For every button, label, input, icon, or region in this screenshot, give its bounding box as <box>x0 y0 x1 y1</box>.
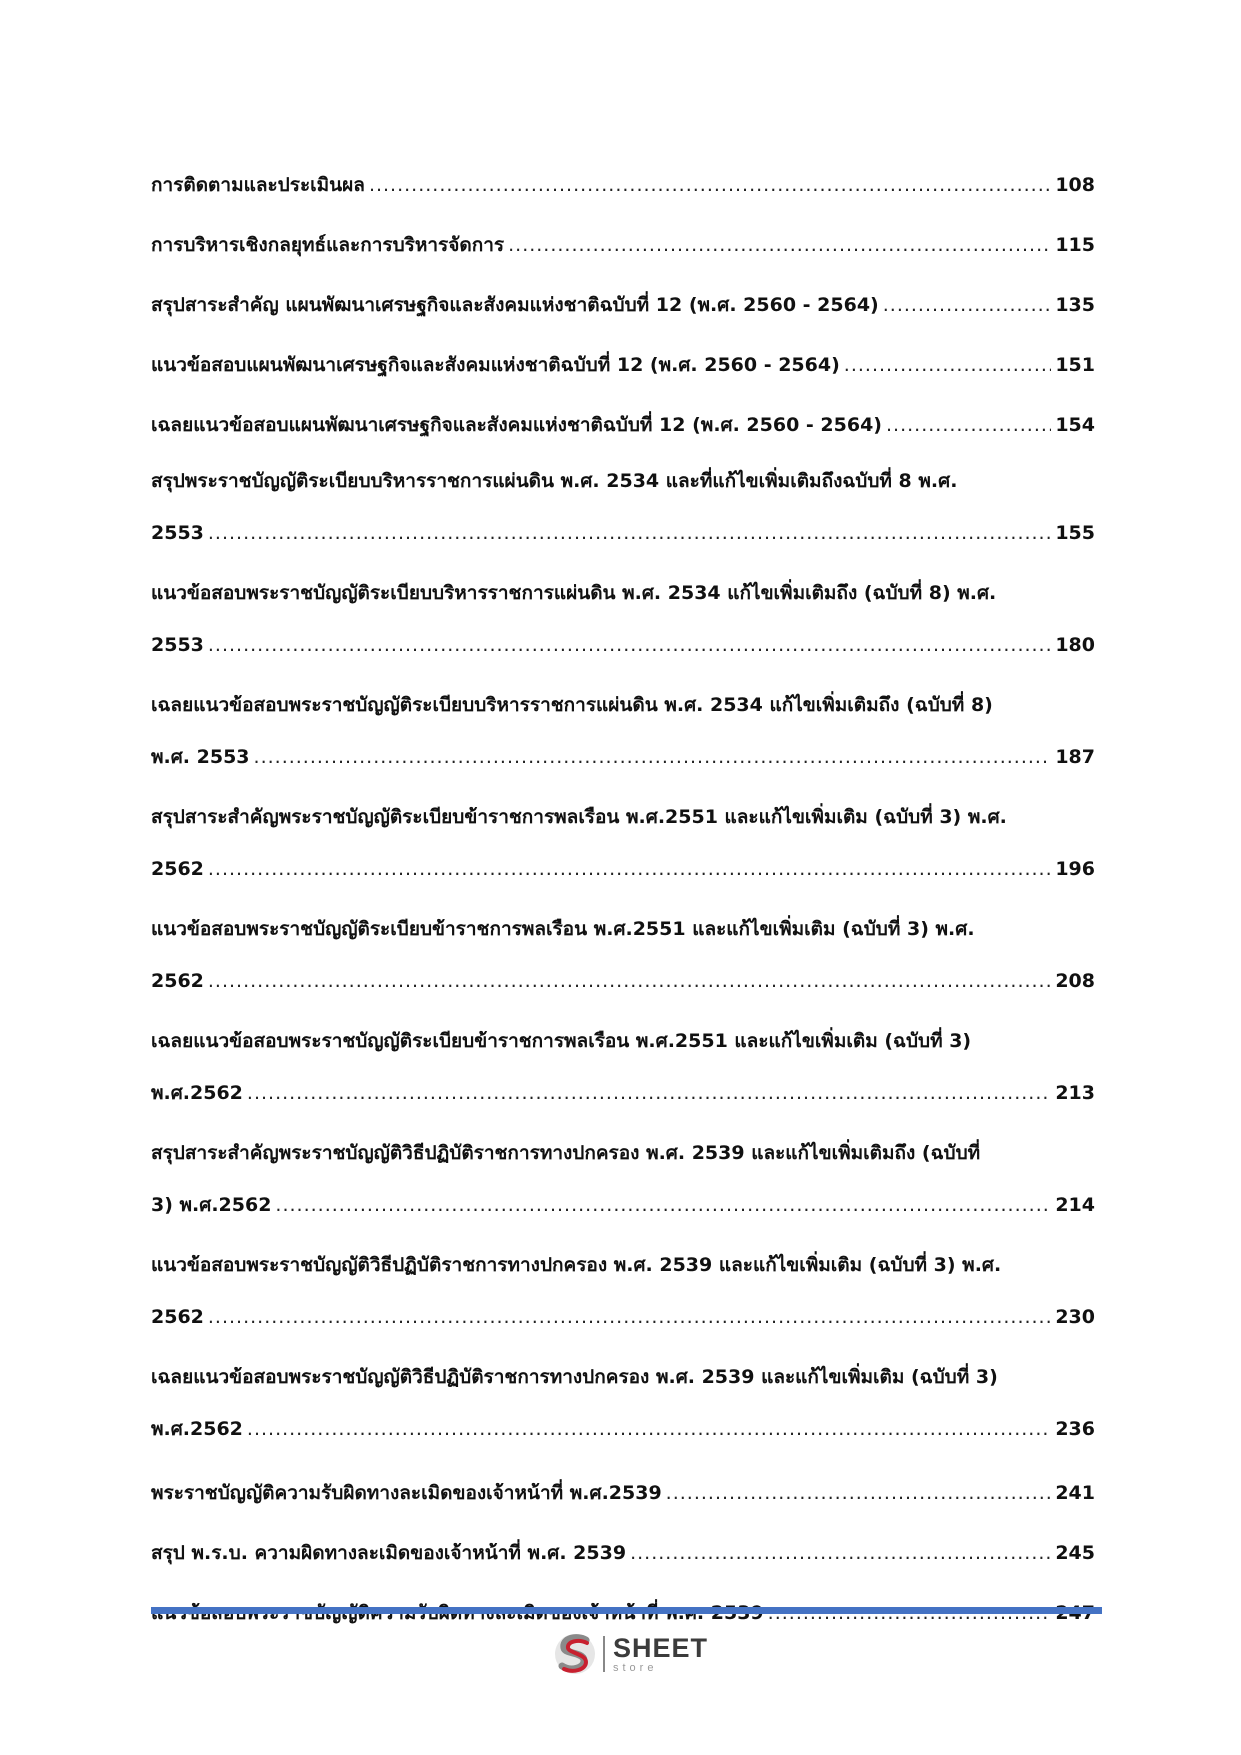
toc-entry-title: 2553 <box>151 522 204 544</box>
toc-entry-title-line: แนวข้อสอบพระราชบัญญัติระเบียบข้าราชการพลเรือน พ.ศ.2551 และแก้ไขเพิ่มเติม (ฉบับที่ 3) พ.ศ. <box>151 918 975 940</box>
toc-entry-title-line: สรุปพระราชบัญญัติระเบียบบริหารราชการแผ่นดิน พ.ศ. 2534 และที่แก้ไขเพิ่มเติมถึงฉบับที่ 8 พ.ศ. <box>151 470 958 492</box>
logo-wordmark: SHEET <box>613 1632 709 1663</box>
toc-dot-leader <box>247 1403 1051 1455</box>
logo-separator <box>603 1636 605 1672</box>
toc-entry-title: พ.ศ.2562 <box>151 1418 243 1440</box>
toc-dot-leader <box>254 731 1052 783</box>
toc-entry[interactable] <box>151 1463 1095 1523</box>
toc-dot-leader <box>883 275 1052 335</box>
toc-entry[interactable] <box>151 903 1095 1007</box>
toc-page-number: 230 <box>1055 1306 1095 1328</box>
toc-page-number: 241 <box>1055 1482 1095 1504</box>
toc-entry-leader-line <box>151 155 1095 215</box>
toc-entry[interactable] <box>151 155 1095 215</box>
toc-entry[interactable] <box>151 679 1095 783</box>
toc-entry[interactable] <box>151 1351 1095 1455</box>
toc-entry-title-line: แนวข้อสอบพระราชบัญญัติระเบียบบริหารราชการแผ่นดิน พ.ศ. 2534 แก้ไขเพิ่มเติมถึง (ฉบับที่ 8) พ.ศ. <box>151 582 997 604</box>
toc-entry-leader-line <box>151 1463 1095 1523</box>
toc-entry[interactable] <box>151 791 1095 895</box>
toc-entry-title: พ.ศ. 2553 <box>151 746 250 768</box>
table-of-contents <box>151 155 1095 1643</box>
toc-entry[interactable] <box>151 215 1095 275</box>
toc-entry-leader-line <box>151 395 1095 455</box>
toc-entry-title-line: สรุปสาระสำคัญพระราชบัญญัติระเบียบข้าราชการพลเรือน พ.ศ.2551 และแก้ไขเพิ่มเติม (ฉบับที่ 3) พ.ศ. <box>151 806 1007 828</box>
toc-entry-leader-line <box>151 955 1095 1007</box>
toc-dot-leader <box>208 507 1051 559</box>
toc-entry-title: 2562 <box>151 970 204 992</box>
toc-page-number: 155 <box>1055 522 1095 544</box>
toc-page-number: 245 <box>1055 1542 1095 1564</box>
toc-entry-title-line: เฉลยแนวข้อสอบพระราชบัญญัติระเบียบข้าราชการพลเรือน พ.ศ.2551 และแก้ไขเพิ่มเติม (ฉบับที่ 3) <box>151 1030 972 1052</box>
toc-dot-leader <box>247 1067 1051 1119</box>
toc-entry-title: การติดตามและประเมินผล <box>151 174 365 196</box>
toc-entry-title-line: สรุปสาระสำคัญพระราชบัญญัติวิธีปฏิบัติราชการทางปกครอง พ.ศ. 2539 และแก้ไขเพิ่มเติมถึง (ฉบับที่ <box>151 1142 981 1164</box>
toc-entry[interactable] <box>151 335 1095 395</box>
toc-entry-title: 2562 <box>151 858 204 880</box>
toc-entry-title: 3) พ.ศ.2562 <box>151 1194 272 1216</box>
toc-entry[interactable] <box>151 1127 1095 1231</box>
toc-entry[interactable] <box>151 1015 1095 1119</box>
toc-entry-title: สรุปสาระสำคัญ แผนพัฒนาเศรษฐกิจและสังคมแห่งชาติฉบับที่ 12 (พ.ศ. 2560 - 2564) <box>151 294 879 316</box>
toc-dot-leader <box>208 955 1051 1007</box>
toc-entry-title: เฉลยแนวข้อสอบแผนพัฒนาเศรษฐกิจและสังคมแห่งชาติฉบับที่ 12 (พ.ศ. 2560 - 2564) <box>151 414 882 436</box>
toc-entry[interactable] <box>151 567 1095 671</box>
toc-entry[interactable] <box>151 1523 1095 1583</box>
sheet-store-logo-icon <box>553 1630 597 1678</box>
toc-entry-title: พ.ศ.2562 <box>151 1082 243 1104</box>
toc-page-number: 214 <box>1055 1194 1095 1216</box>
toc-page-number: 196 <box>1055 858 1095 880</box>
toc-dot-leader <box>508 215 1051 275</box>
toc-entry-title-line: แนวข้อสอบพระราชบัญญัติวิธีปฏิบัติราชการทางปกครอง พ.ศ. 2539 และแก้ไขเพิ่มเติม (ฉบับที่ 3) พ.ศ. <box>151 1254 1002 1276</box>
toc-entry-title: สรุป พ.ร.บ. ความผิดทางละเมิดของเจ้าหน้าที่ พ.ศ. 2539 <box>151 1542 627 1564</box>
toc-page-number: 135 <box>1055 294 1095 316</box>
toc-entry-title: 2553 <box>151 634 204 656</box>
toc-page-number: 213 <box>1055 1082 1095 1104</box>
toc-entry-leader-line <box>151 1403 1095 1455</box>
toc-entry-leader-line <box>151 619 1095 671</box>
toc-dot-leader <box>666 1463 1052 1523</box>
toc-entry[interactable] <box>151 455 1095 559</box>
toc-entry[interactable] <box>151 275 1095 335</box>
toc-entry-leader-line <box>151 335 1095 395</box>
toc-page-number: 180 <box>1055 634 1095 656</box>
toc-entry-leader-line <box>151 1523 1095 1583</box>
toc-dot-leader <box>208 619 1051 671</box>
toc-dot-leader <box>208 843 1051 895</box>
toc-entry-leader-line <box>151 215 1095 275</box>
toc-entry-leader-line <box>151 507 1095 559</box>
toc-entry-title: แนวข้อสอบแผนพัฒนาเศรษฐกิจและสังคมแห่งชาติฉบับที่ 12 (พ.ศ. 2560 - 2564) <box>151 354 840 376</box>
toc-page-number: 108 <box>1055 174 1095 196</box>
toc-page-number: 236 <box>1055 1418 1095 1440</box>
toc-page-number: 154 <box>1055 414 1095 436</box>
toc-entry-leader-line <box>151 731 1095 783</box>
toc-dot-leader <box>275 1179 1051 1231</box>
toc-page-number: 115 <box>1055 234 1095 256</box>
toc-dot-leader <box>630 1523 1051 1583</box>
toc-entry-leader-line <box>151 1179 1095 1231</box>
toc-entry-leader-line <box>151 843 1095 895</box>
toc-entry-title: 2562 <box>151 1306 204 1328</box>
toc-dot-leader <box>369 155 1051 215</box>
toc-entry[interactable] <box>151 1239 1095 1343</box>
toc-entry-leader-line <box>151 1067 1095 1119</box>
toc-page-number: 208 <box>1055 970 1095 992</box>
footer-divider <box>151 1607 1102 1614</box>
toc-entry-title-line: เฉลยแนวข้อสอบพระราชบัญญัติวิธีปฏิบัติราชการทางปกครอง พ.ศ. 2539 และแก้ไขเพิ่มเติม (ฉบับที่ 3) <box>151 1366 998 1388</box>
toc-dot-leader <box>844 335 1052 395</box>
toc-dot-leader <box>886 395 1051 455</box>
sheet-store-logo <box>553 1630 708 1678</box>
toc-page-number: 151 <box>1055 354 1095 376</box>
toc-page-number: 187 <box>1055 746 1095 768</box>
toc-entry-title: พระราชบัญญัติความรับผิดทางละเมิดของเจ้าหน้าที่ พ.ศ.2539 <box>151 1482 662 1504</box>
toc-entry-leader-line <box>151 275 1095 335</box>
toc-dot-leader <box>208 1291 1051 1343</box>
toc-entry-title-line: เฉลยแนวข้อสอบพระราชบัญญัติระเบียบบริหารราชการแผ่นดิน พ.ศ. 2534 แก้ไขเพิ่มเติมถึง (ฉบับที่ 8) <box>151 694 993 716</box>
logo-subtitle: store <box>613 1661 658 1674</box>
toc-entry-leader-line <box>151 1291 1095 1343</box>
toc-entry[interactable] <box>151 395 1095 455</box>
toc-entry-title: การบริหารเชิงกลยุทธ์และการบริหารจัดการ <box>151 234 505 256</box>
